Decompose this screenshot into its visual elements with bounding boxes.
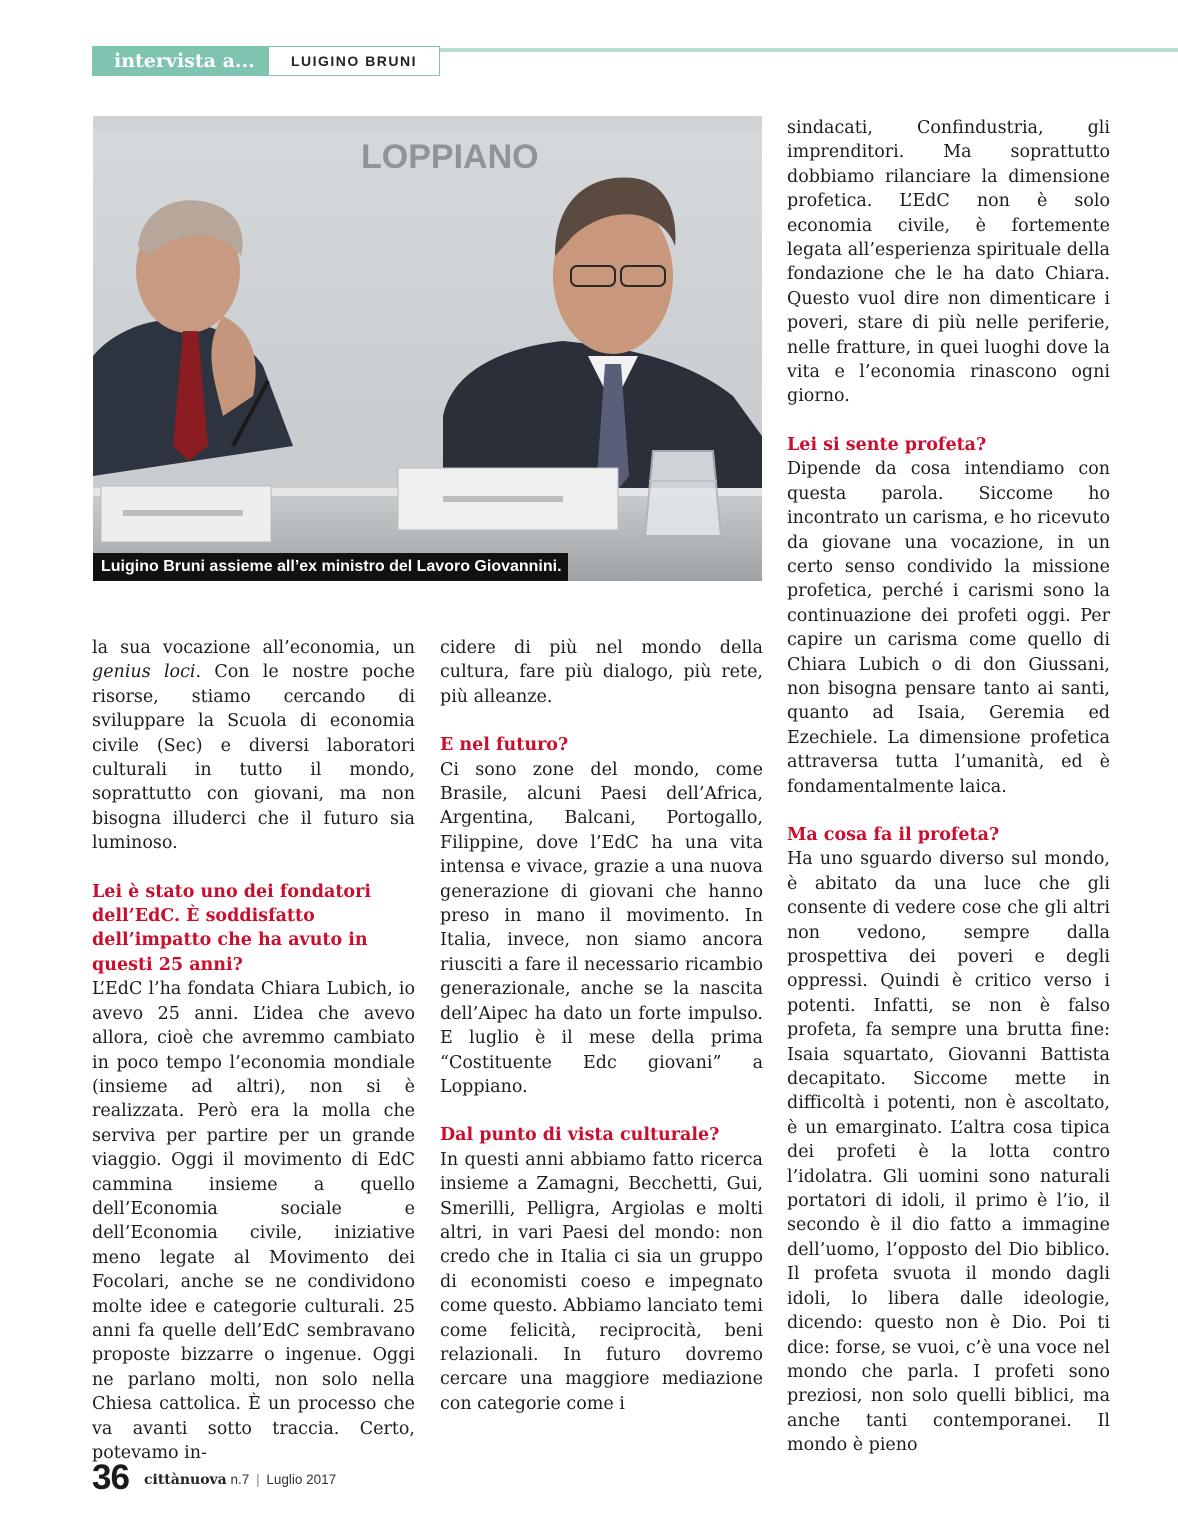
footer-separator: |: [256, 1472, 260, 1487]
text-column-1: [92, 636, 415, 1465]
paragraph: cidere di più nel mondo della cultura, fare più dialogo, più rete, più alleanze.: [440, 638, 763, 707]
question-heading: Lei è stato uno dei fondatori dell’EdC. È soddisfatto dell’impatto che ha avuto in questi 25 anni?: [92, 881, 371, 975]
paragraph: [92, 636, 415, 856]
backdrop-text: LOPPIANO: [361, 138, 539, 176]
question-heading: E nel futuro?: [440, 735, 569, 756]
text-span: . Con le nostre poche risorse, stiamo cercando di sviluppare la Scuola di economia civile (Sec) e diversi laboratori culturali in tutto il mondo, soprattutto con giovani, ma non bisogna illuderci che il futuro sia luminoso.: [92, 662, 415, 854]
paragraph: sindacati, Confindustria, gli imprenditori. Ma soprattutto dobbiamo rilanciare la dimensione profetica. L’EdC non è solo economia civile, è fortemente legata all’esperienza spirituale della fondazione che le ha dato Chiara. Questo vuol dire non dimenticare i poveri, stare di più nelle periferie, nelle fratture, in quei luoghi dove la vita e l’economia rinascono ogni giorno.: [787, 118, 1110, 407]
photo-caption: Luigino Bruni assieme all’ex ministro del Lavoro Giovannini.: [93, 553, 568, 581]
magazine-logo: cittànuova: [144, 1472, 227, 1488]
interviewee-name-tag: LUIGINO BRUNI: [268, 46, 440, 76]
page-number: 36: [92, 1458, 129, 1497]
paragraph: Dipende da cosa intendiamo con questa parola. Siccome ho incontrato un carisma, e ho ricevuto da giovane una vocazione, in un certo senso condivido la missione profetica, perché i carismi sono la continuazione dei profeti oggi. Per capire un carisma come quello di Chiara Lubich o di don Giussani, non bisogna pensare tanto ai santi, quanto ad Isaia, Geremia ed Ezechiele. La dimensione profetica attraversa tutta l’umanità, ed è fondamentalmente laica.: [787, 459, 1111, 797]
conference-photo-illustration: [93, 116, 762, 581]
question-heading: Lei si sente profeta?: [787, 434, 987, 455]
paragraph: Ha uno sguardo diverso sul mondo, è abitato da una luce che gli consente di vedere cose che gli altri non vedono, sempre dalla prospettiva dei poveri e degli oppressi. Quindi è critico verso i potenti. Infatti, se non è falso profeta, fa sempre una brutta fine: Isaia squartato, Giovanni Battista decapitato. Siccome mette in difficoltà i potenti, non è ascoltato, è un emarginato. L’altra cosa tipica dei profeti è la lotta contro l’idolatra. Gli uomini sono naturali portatori di idoli, il primo è l’io, il secondo è il dio fatto a immagine dell’uomo, l’opposto del Dio biblico. Il profeta svuota il mondo dagli idoli, lo libera dalle ideologie, dicendo: questo non è Dio. Poi ti dice: forse, se vuoi, c’è una voce nel mondo che parla. I profeti sono preziosi, non solo quelli biblici, ma anche tanti contemporanei. Il mondo è pieno: [787, 849, 1110, 1456]
paragraph: L’EdC l’ha fondata Chiara Lubich, io avevo 25 anni. L’idea che avevo allora, cioè che avremmo cambiato in poco tempo l’economia mondiale (insieme ad altri), non si è realizzata. Però era la molla che serviva per partire per un grande viaggio. Oggi il movimento di EdC cammina insieme a quello dell’Economia sociale e dell’Economia civile, iniziative meno legate al Movimento dei Focolari, anche se ne condividono molte idee e categorie culturali. 25 anni fa quelle dell’EdC sembravano proposte bizzarre o ingenue. Oggi ne parlano molti, non solo nella Chiesa cattolica. È un processo che va avanti sotto traccia. Certo, potevamo in-: [92, 979, 415, 1463]
question-heading: Ma cosa fa il profeta?: [787, 824, 1000, 845]
italic-term: genius loci: [92, 662, 196, 683]
article-photo: [93, 116, 762, 581]
paragraph: In questi anni abbiamo fatto ricerca insieme a Zamagni, Becchetti, Gui, Smerilli, Pelligra, Argiolas e molti altri, in vari Paesi del mondo: non credo che in Italia ci sia un gruppo di economisti coeso e impegnato come questo. Abbiamo lanciato temi come felicità, reciprocità, beni relazionali. In futuro dovremo cercare una maggiore mediazione con categorie come i: [440, 1149, 763, 1414]
issue-date: Luglio 2017: [266, 1472, 337, 1487]
text-column-2: [440, 636, 763, 1416]
section-tag: intervista a...: [92, 46, 268, 76]
question-heading: Dal punto di vista culturale?: [440, 1125, 720, 1146]
issue-number: n.7: [230, 1472, 250, 1487]
text-column-3: [787, 116, 1110, 1458]
footer-info: [144, 1470, 336, 1490]
text-span: la sua vocazione all’economia, un: [92, 638, 415, 658]
paragraph: Ci sono zone del mondo, come Brasile, alcuni Paesi dell’Africa, Argentina, Balcani, Portogallo, Filippine, dove l’EdC ha una vita intensa e vivace, grazie a una nuova generazione di giovani che hanno preso in mano il movimento. In Italia, invece, non siamo ancora riusciti a fare il necessario ricambio generazionale, anche se la nascita dell’Aipec ha dato un forte impulso. E luglio è il mese della prima “Costituente Edc giovani” a Loppiano.: [440, 759, 763, 1097]
